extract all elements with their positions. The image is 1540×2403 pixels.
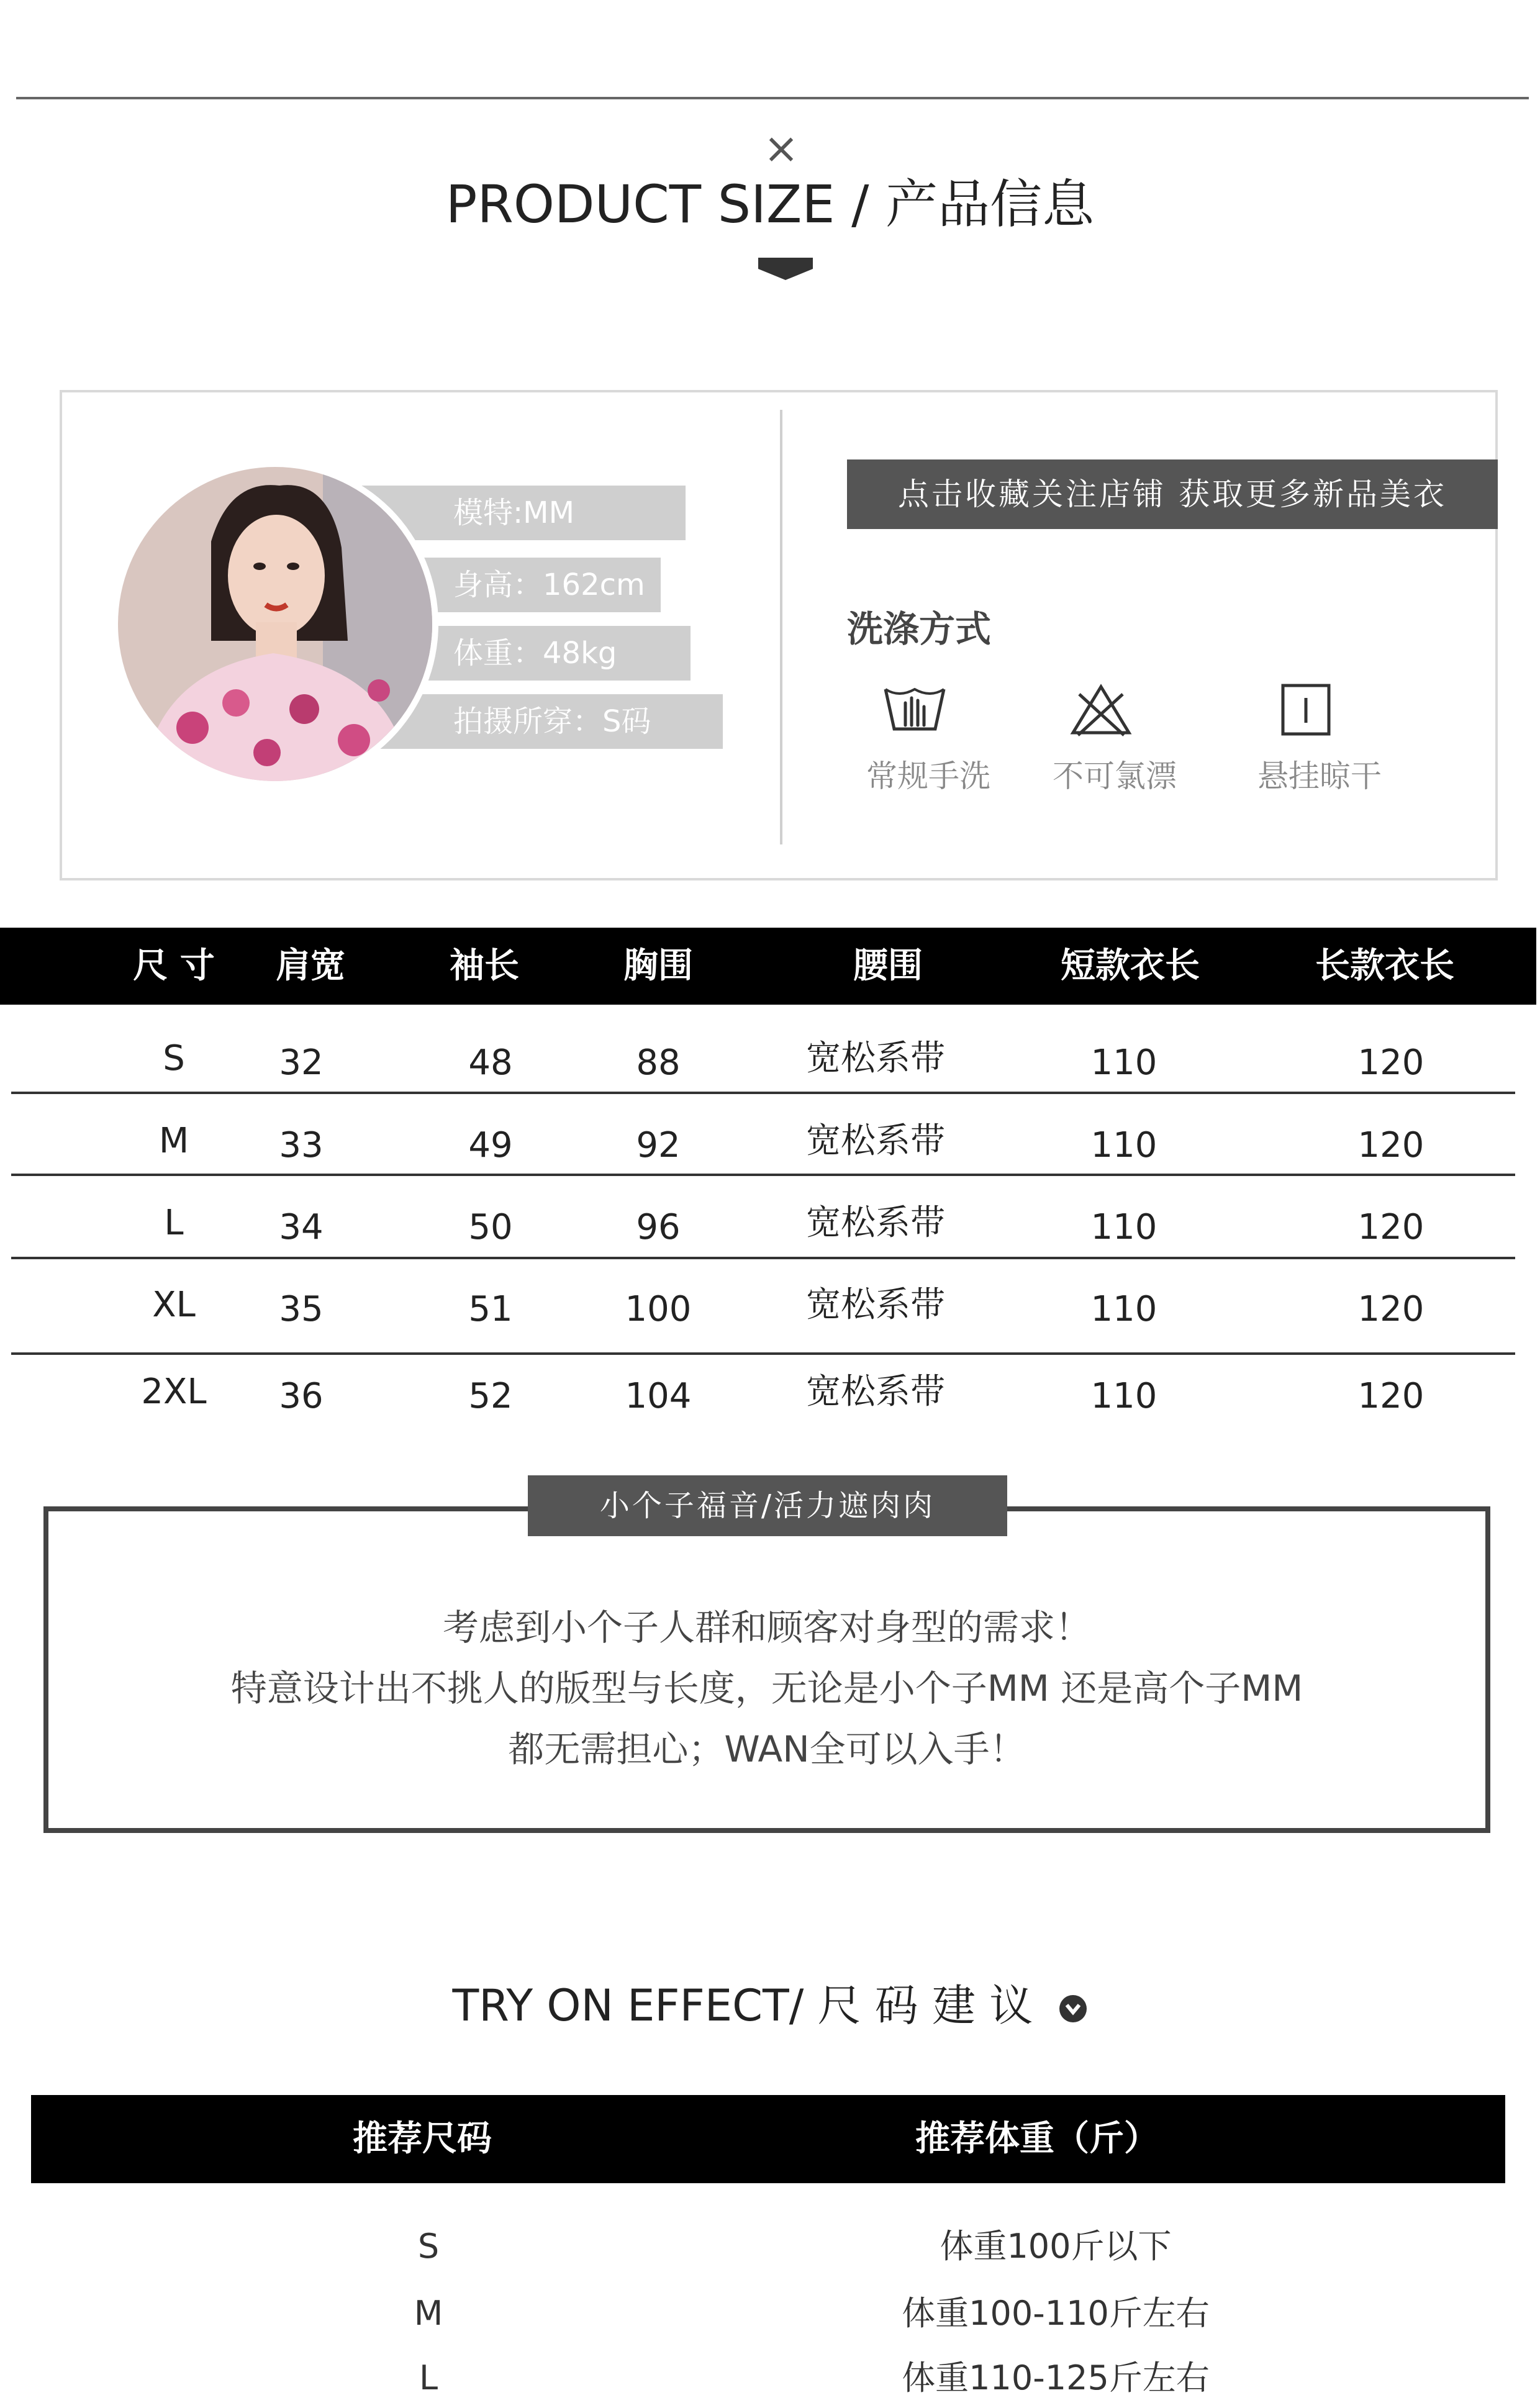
panel-divider bbox=[780, 410, 782, 844]
col-header-size: 尺 寸 bbox=[133, 946, 215, 986]
section-title: PRODUCT SIZE / 产品信息 bbox=[445, 174, 1095, 235]
cell-long-length: 120 bbox=[1357, 1043, 1424, 1083]
cell-long-length: 120 bbox=[1357, 1376, 1424, 1416]
cell-bust: 96 bbox=[636, 1207, 681, 1247]
col-header-rec-size: 推荐尺码 bbox=[353, 2119, 492, 2159]
try-on-title bbox=[0, 1971, 1540, 2034]
rec-weight-cell: 体重100斤以下 bbox=[940, 2227, 1172, 2266]
cell-bust: 104 bbox=[625, 1376, 692, 1416]
cell-sleeve: 51 bbox=[468, 1289, 513, 1329]
cell-sleeve: 48 bbox=[468, 1043, 513, 1083]
favorite-store-banner[interactable]: 点击收藏关注店铺 获取更多新品美衣 bbox=[847, 459, 1498, 529]
cell-shoulder: 34 bbox=[279, 1207, 324, 1247]
hand-wash-icon bbox=[881, 682, 949, 738]
col-header-bust: 胸围 bbox=[623, 946, 693, 986]
cell-sleeve: 49 bbox=[468, 1125, 513, 1165]
model-height-badge: 身高：162cm bbox=[360, 558, 661, 612]
wash-label-hand: 常规手洗 bbox=[866, 758, 990, 794]
hang-dry-icon bbox=[1272, 682, 1340, 738]
cell-sleeve: 52 bbox=[468, 1376, 513, 1416]
rec-size-cell: L bbox=[419, 2358, 438, 2397]
cell-long-length: 120 bbox=[1357, 1289, 1424, 1329]
note-line-1: 考虑到小个子人群和顾客对身型的需求！ bbox=[442, 1606, 1091, 1649]
cell-short-length: 110 bbox=[1090, 1125, 1157, 1165]
cell-shoulder: 36 bbox=[279, 1376, 324, 1416]
note-line-2: 特意设计出不挑人的版型与长度，无论是小个子MM 还是高个子MM bbox=[230, 1667, 1303, 1709]
cell-shoulder: 32 bbox=[279, 1043, 324, 1083]
cell-short-length: 110 bbox=[1090, 1289, 1157, 1329]
cell-shoulder: 33 bbox=[279, 1125, 324, 1165]
cell-size: L bbox=[164, 1203, 184, 1243]
petite-note-tag: 小个子福音/活力遮肉肉 bbox=[528, 1475, 1007, 1536]
col-header-short-length: 短款衣长 bbox=[1061, 946, 1200, 986]
row-divider bbox=[11, 1092, 1515, 1094]
cell-size: XL bbox=[152, 1285, 196, 1325]
model-name-badge: 模特:MM bbox=[360, 486, 686, 540]
rec-size-cell: M bbox=[414, 2294, 443, 2333]
cell-short-length: 110 bbox=[1090, 1207, 1157, 1247]
col-header-sleeve: 袖长 bbox=[450, 946, 519, 986]
cell-short-length: 110 bbox=[1090, 1043, 1157, 1083]
cell-size: M bbox=[158, 1121, 189, 1161]
cell-long-length: 120 bbox=[1357, 1125, 1424, 1165]
row-divider bbox=[11, 1352, 1515, 1355]
wash-label-no-bleach: 不可氯漂 bbox=[1053, 758, 1177, 794]
row-divider bbox=[11, 1257, 1515, 1259]
model-weight-badge: 体重：48kg bbox=[360, 626, 691, 681]
col-header-long-length: 长款衣长 bbox=[1315, 946, 1454, 986]
rec-weight-cell: 体重110-125斤左右 bbox=[902, 2358, 1210, 2397]
rec-size-cell: S bbox=[417, 2227, 440, 2266]
close-icon: × bbox=[763, 124, 799, 173]
rec-weight-cell: 体重100-110斤左右 bbox=[902, 2294, 1210, 2333]
chevron-down-icon bbox=[1058, 1994, 1088, 2024]
model-size-badge: 拍摄所穿：S码 bbox=[360, 694, 723, 749]
chevron-tab-icon bbox=[758, 258, 813, 280]
wash-method-title: 洗涤方式 bbox=[847, 608, 992, 650]
cell-waist: 宽松系带 bbox=[806, 1038, 945, 1079]
cell-bust: 92 bbox=[636, 1125, 681, 1165]
col-header-shoulder: 肩宽 bbox=[276, 946, 345, 986]
cell-short-length: 110 bbox=[1090, 1376, 1157, 1416]
top-divider bbox=[16, 97, 1529, 99]
col-header-rec-weight: 推荐体重（斤） bbox=[915, 2119, 1159, 2159]
col-header-waist: 腰围 bbox=[853, 946, 923, 986]
cell-sleeve: 50 bbox=[468, 1207, 513, 1247]
cell-bust: 88 bbox=[636, 1043, 681, 1083]
cell-waist: 宽松系带 bbox=[806, 1285, 945, 1325]
cell-waist: 宽松系带 bbox=[806, 1372, 945, 1412]
no-bleach-icon bbox=[1067, 682, 1135, 738]
cell-shoulder: 35 bbox=[279, 1289, 324, 1329]
cell-waist: 宽松系带 bbox=[806, 1121, 945, 1161]
wash-label-hang-dry: 悬挂晾干 bbox=[1257, 758, 1382, 794]
cell-waist: 宽松系带 bbox=[806, 1203, 945, 1243]
cell-size: S bbox=[163, 1038, 185, 1079]
cell-size: 2XL bbox=[141, 1372, 207, 1412]
model-avatar bbox=[118, 467, 432, 781]
note-line-3: 都无需担心；WAN全可以入手！ bbox=[508, 1728, 1026, 1770]
recommend-table-header bbox=[31, 2095, 1505, 2183]
cell-long-length: 120 bbox=[1357, 1207, 1424, 1247]
row-divider bbox=[11, 1174, 1515, 1176]
cell-bust: 100 bbox=[625, 1289, 692, 1329]
try-on-title-text: TRY ON EFFECT/ 尺 码 建 议 bbox=[452, 1980, 1033, 2031]
